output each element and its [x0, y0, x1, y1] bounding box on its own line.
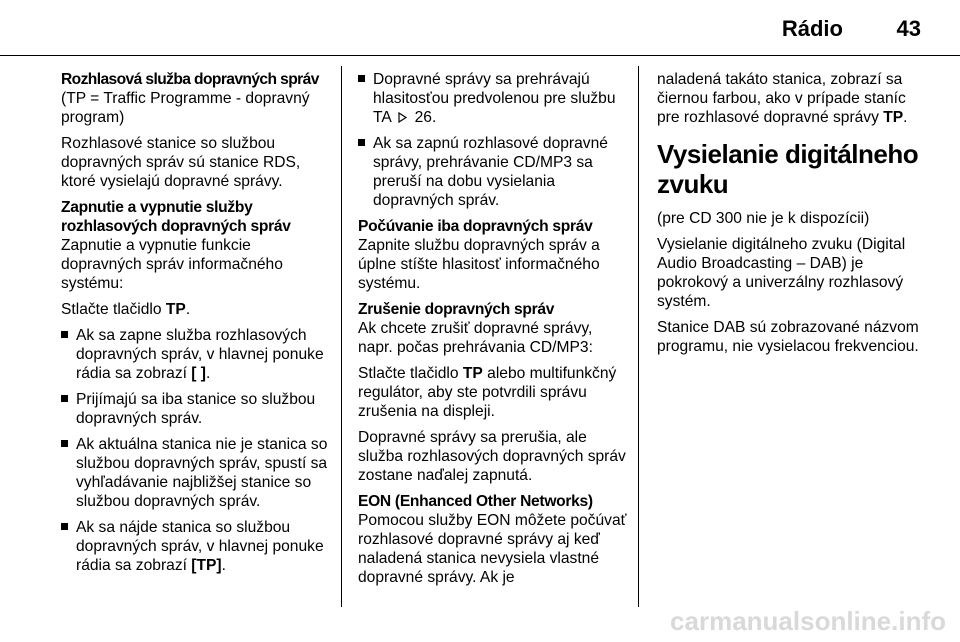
bullet-square-icon: [358, 75, 365, 82]
paragraph-interrupt: Dopravné správy sa prerušia, ale služba rozhlasových dopravných správ zostane naďalej zapnutá.: [358, 429, 626, 484]
column-3: [657, 70, 927, 363]
text-end: .: [206, 365, 211, 382]
bullet-item: [61, 435, 335, 511]
bullet-list-2: [358, 70, 631, 210]
text: Ak sa zapnú rozhlasové dopravné správy, prehrávanie CD/MP3 sa preruší na dobu vysielania dopravných správ.: [373, 135, 608, 209]
page-title: Rádio: [781, 16, 843, 41]
paragraph-eon: Pomocou služby EON môžete počúvať rozhlasové dopravné správy aj keď naladená stanica nevysiela vlastné dopravné správy. Ak je: [358, 512, 627, 586]
bullet-item: [358, 134, 631, 210]
bullet-item: [61, 326, 335, 383]
text: Ak aktuálna stanica nie je stanica so službou dopravných správ, spustí sa vyhľadávanie najbližšej stanice so službou dopravných správ.: [76, 436, 328, 510]
page-reference-arrow-icon: [397, 112, 408, 123]
bullet-item: [61, 390, 335, 428]
heading-listen-only: Počúvanie iba dopravných správ: [358, 218, 593, 235]
page-reference: 26: [414, 109, 432, 126]
header-rule: [0, 55, 960, 56]
paragraph-press-tp: [61, 300, 335, 319]
paragraph-tp-note: (TP = Traffic Programme - dopravný program): [61, 90, 310, 126]
paragraph-listen-only: Zapnite službu dopravných správ a úplne stíšte hlasitosť informačného systému.: [358, 237, 600, 292]
page-header: [0, 0, 960, 48]
bullet-square-icon: [61, 331, 68, 338]
bullet-square-icon: [61, 523, 68, 530]
text: Ak sa zapne služba rozhlasových dopravných správ, v hlavnej ponuke rádia sa zobrazí: [76, 327, 324, 382]
column-1: [61, 70, 335, 582]
heading-eon: EON (Enhanced Other Networks): [358, 493, 593, 510]
paragraph-dab-stations: Stanice DAB sú zobrazované názvom programu, nie vysielacou frekvenciou.: [657, 319, 919, 355]
paragraph-eon-continued: [657, 70, 927, 127]
key-tp: TP: [462, 365, 483, 382]
bullet-square-icon: [61, 440, 68, 447]
column-2: [358, 70, 631, 594]
page-number: 43: [896, 16, 921, 41]
bullet-square-icon: [358, 139, 365, 146]
symbol-tp: [TP]: [191, 557, 222, 574]
text-end: alebo multifunkčný regulátor, aby ste potvrdili správu zrušenia na displeji.: [358, 365, 617, 420]
text: naladená takáto stanica, zobrazí sa čiernou farbou, ako v prípade staníc pre rozhlasové dopravné správy: [657, 71, 906, 126]
heading-cancel: Zrušenie dopravných správ: [358, 301, 555, 318]
heading-switch-on-off: Zapnutie a vypnutie služby rozhlasových dopravných správ: [61, 199, 291, 235]
paragraph-switch-on-off: Zapnutie a vypnutie funkcie dopravných správ informačného systému:: [61, 237, 283, 292]
paragraph-cancel: Ak chcete zrušiť dopravné správy, napr. počas prehrávania CD/MP3:: [358, 320, 593, 356]
text: Dopravné správy sa prehrávajú hlasitosťou predvolenou pre službu TA: [373, 71, 616, 126]
text-end: .: [185, 301, 191, 318]
text: Stlačte tlačidlo: [358, 365, 463, 382]
key-tp: TP: [883, 109, 904, 126]
text: Prijímajú sa iba stanice so službou dopravných správ.: [76, 391, 316, 427]
column-divider-2: [638, 66, 639, 607]
watermark: carmanualsonline.info: [670, 606, 946, 636]
text-end: .: [221, 557, 226, 574]
symbol-brackets: [ ]: [191, 365, 206, 382]
text: Ak sa nájde stanica so službou dopravných správ, v hlavnej ponuke rádia sa zobrazí: [76, 519, 324, 574]
bullet-list-1: [61, 326, 335, 575]
text-end: .: [431, 109, 437, 126]
column-divider-1: [341, 66, 342, 607]
bullet-item: [358, 70, 631, 127]
key-tp: TP: [165, 301, 186, 318]
paragraph-dab: Vysielanie digitálneho zvuku (Digital Audio Broadcasting – DAB) je pokrokový a univerzálny rozhlasový systém.: [657, 236, 906, 310]
paragraph-cd300-note: (pre CD 300 nie je k dispozícii): [657, 210, 870, 227]
heading-digital-audio-broadcasting: Vysielanie digitálneho zvuku: [657, 139, 919, 199]
bullet-item: [61, 518, 335, 575]
paragraph-press-tp-cancel: [358, 364, 631, 421]
heading-traffic-service: Rozhlasová služba dopravných správ: [61, 71, 319, 88]
text: Stlačte tlačidlo: [61, 301, 166, 318]
paragraph-tp-description: Rozhlasové stanice so službou dopravných správ sú stanice RDS, ktoré vysielajú dopravné správy.: [61, 135, 301, 190]
text-end: .: [903, 109, 908, 126]
bullet-square-icon: [61, 395, 68, 402]
